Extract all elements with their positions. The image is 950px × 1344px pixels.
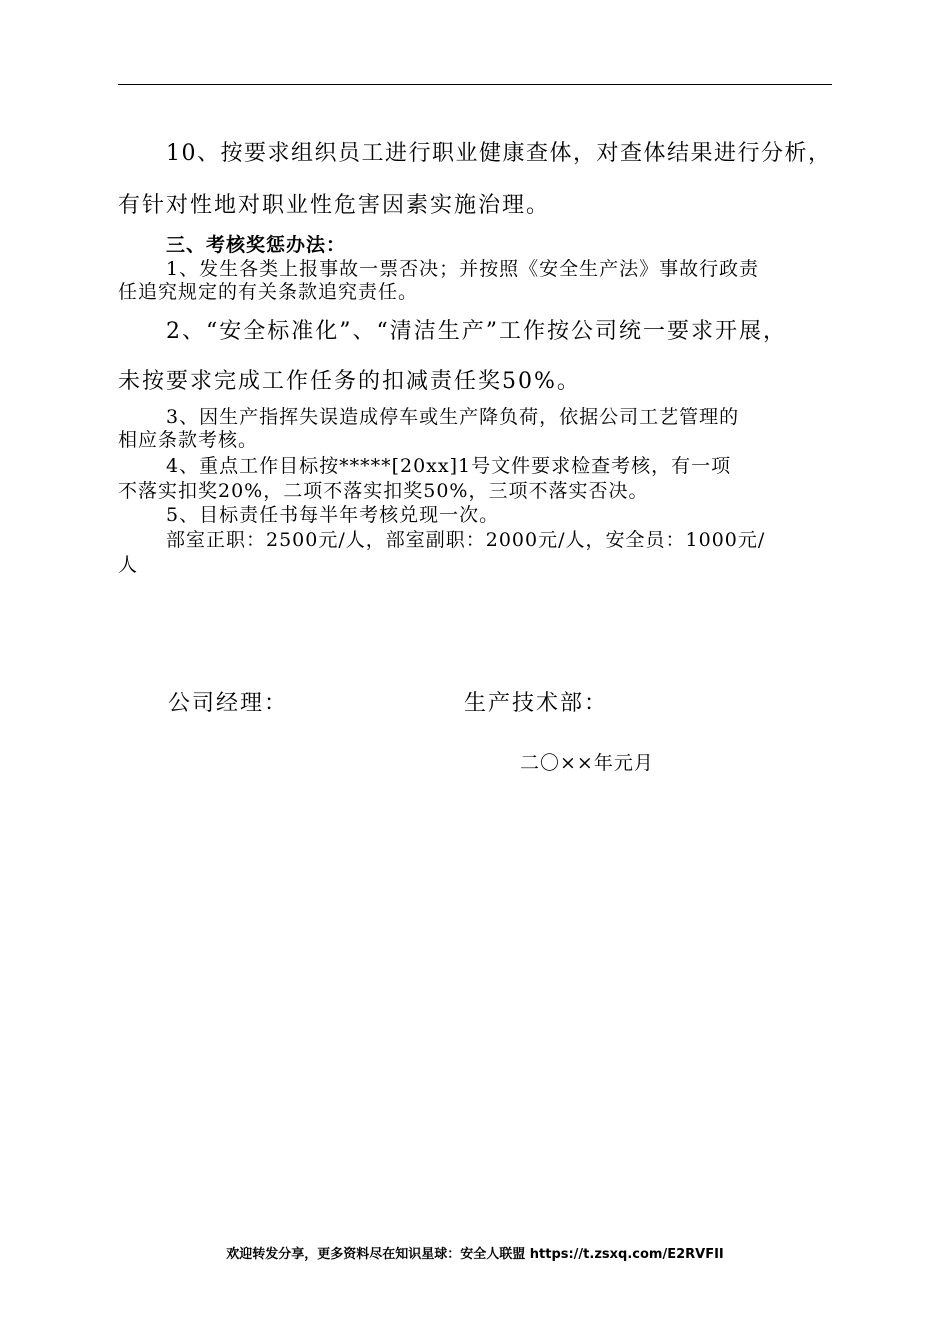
rule-2-line-2: 未按要求完成工作任务的扣减责任奖50%。 [118, 369, 581, 394]
signature-company-manager: 公司经理： [168, 691, 289, 716]
rule-3-line-2: 相应条款考核。 [118, 429, 259, 451]
rule-2-line-1: 2、“安全标准化”、“清洁生产”工作按公司统一要求开展， [166, 319, 787, 344]
signature-date: 二〇××年元月 [520, 752, 654, 774]
rule-3-line-1: 3、因生产指挥失误造成停车或生产降负荷，依据公司工艺管理的 [166, 406, 740, 428]
signature-production-tech-dept: 生产技术部： [464, 691, 609, 716]
rule-6-line-2: 人 [118, 554, 139, 576]
paragraph-10-line-1: 10、按要求组织员工进行职业健康查体，对查体结果进行分析， [166, 141, 832, 166]
header-rule [118, 84, 832, 85]
section-3-heading: 三、考核奖惩办法： [166, 234, 347, 256]
footer-note: 欢迎转发分享，更多资料尽在知识星球：安全人联盟 https://t.zsxq.com/E2RVFII [226, 1247, 724, 1262]
rule-5-line-1: 5、目标责任书每半年考核兑现一次。 [166, 504, 500, 526]
rule-1-line-2: 任追究规定的有关条款追究责任。 [118, 281, 419, 303]
rule-1-line-1: 1、发生各类上报事故一票否决；并按照《安全生产法》事故行政责 [166, 258, 760, 280]
rule-4-line-1: 4、重点工作目标按*****[20xx]1号文件要求检查考核，有一项 [166, 455, 732, 477]
paragraph-10-line-2: 有针对性地对职业性危害因素实施治理。 [118, 193, 551, 218]
rule-4-line-2: 不落实扣奖20%，二项不落实扣奖50%，三项不落实否决。 [118, 480, 649, 502]
rule-6-line-1: 部室正职：2500元/人，部室副职：2000元/人，安全员：1000元/ [166, 529, 766, 551]
